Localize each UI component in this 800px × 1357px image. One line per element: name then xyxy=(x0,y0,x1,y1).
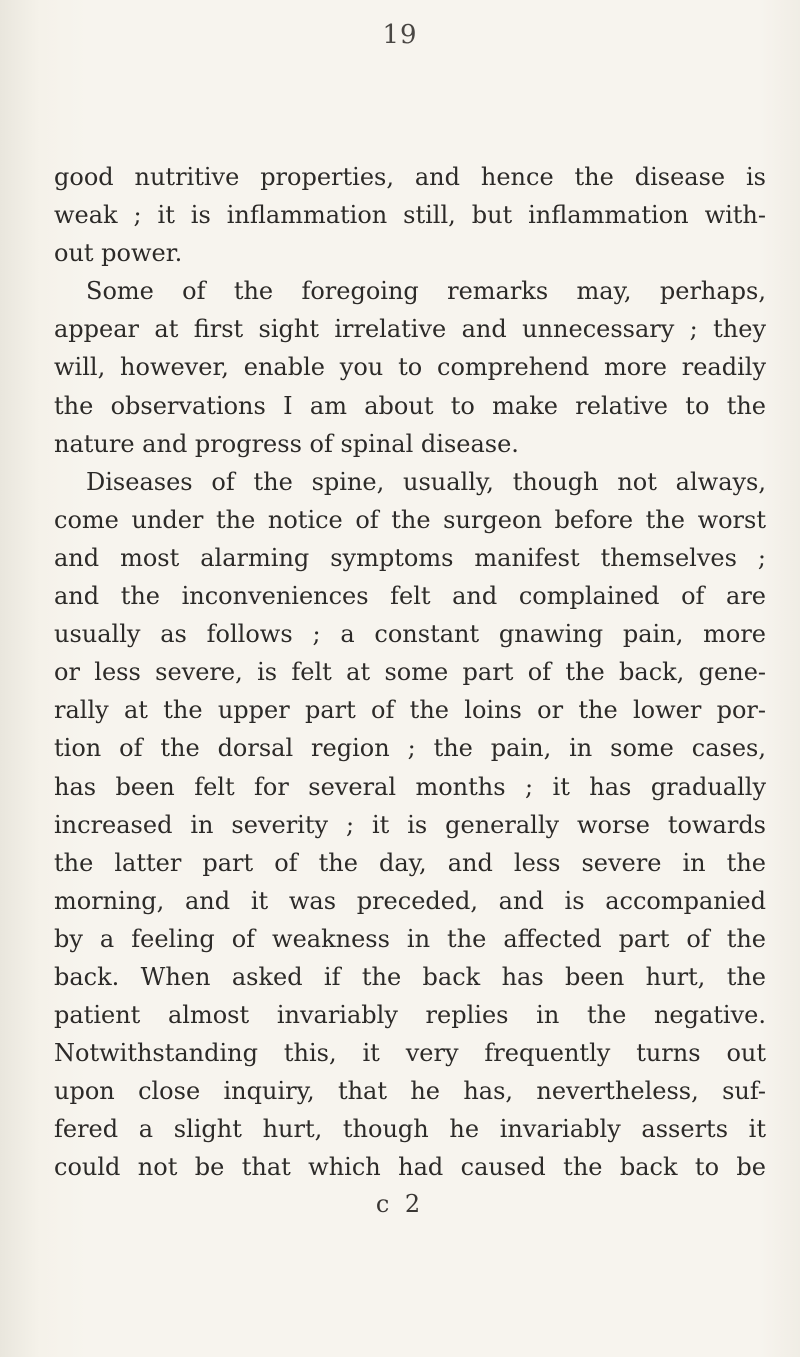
text-line: back. When asked if the back has been hurt, the xyxy=(54,962,766,991)
text-line: usually as follows ; a constant gnawing pain, more xyxy=(54,620,766,649)
text-line: come under the notice of the surgeon before the worst xyxy=(54,505,766,534)
text-line: could not be that which had caused the back to be xyxy=(54,1153,766,1182)
text-line: weak ; it is inflammation still, but inflammation with- xyxy=(54,201,766,230)
text-line: patient almost invariably replies in the negative. xyxy=(54,1001,766,1030)
text-line: or less severe, is felt at some part of the back, gene- xyxy=(54,658,766,687)
signature-mark: c 2 xyxy=(375,1190,425,1218)
text-line: tion of the dorsal region ; the pain, in some cases, xyxy=(54,734,766,763)
text-line: the observations I am about to make relative to the xyxy=(54,391,766,420)
text-line: has been felt for several months ; it has gradually xyxy=(54,772,766,801)
text-line: upon close inquiry, that he has, nevertheless, suf- xyxy=(54,1077,766,1106)
page-number: 19 xyxy=(382,20,418,50)
text-line: Some of the foregoing remarks may, perhaps, xyxy=(86,277,766,306)
text-line: morning, and it was preceded, and is accompanied xyxy=(54,886,766,915)
text-line: and the inconveniences felt and complained of are xyxy=(54,582,766,611)
text-line: Diseases of the spine, usually, though not always, xyxy=(86,467,766,496)
text-line: by a feeling of weakness in the affected part of the xyxy=(54,924,766,953)
text-line: Notwithstanding this, it very frequently turns out xyxy=(54,1039,766,1068)
text-line: and most alarming symptoms manifest themselves ; xyxy=(54,543,766,572)
text-line: will, however, enable you to comprehend more readily xyxy=(54,353,766,382)
body-text xyxy=(54,158,766,1187)
text-line: increased in severity ; it is generally worse towards xyxy=(54,810,766,839)
text-line: appear at first sight irrelative and unnecessary ; they xyxy=(54,315,766,344)
text-line: out power. xyxy=(54,239,183,268)
text-line: the latter part of the day, and less severe in the xyxy=(54,848,766,877)
text-line: rally at the upper part of the loins or the lower por- xyxy=(54,696,766,725)
text-line: good nutritive properties, and hence the disease is xyxy=(54,163,766,191)
text-line: nature and progress of spinal disease. xyxy=(54,429,519,458)
text-line: fered a slight hurt, though he invariably asserts it xyxy=(54,1115,766,1144)
